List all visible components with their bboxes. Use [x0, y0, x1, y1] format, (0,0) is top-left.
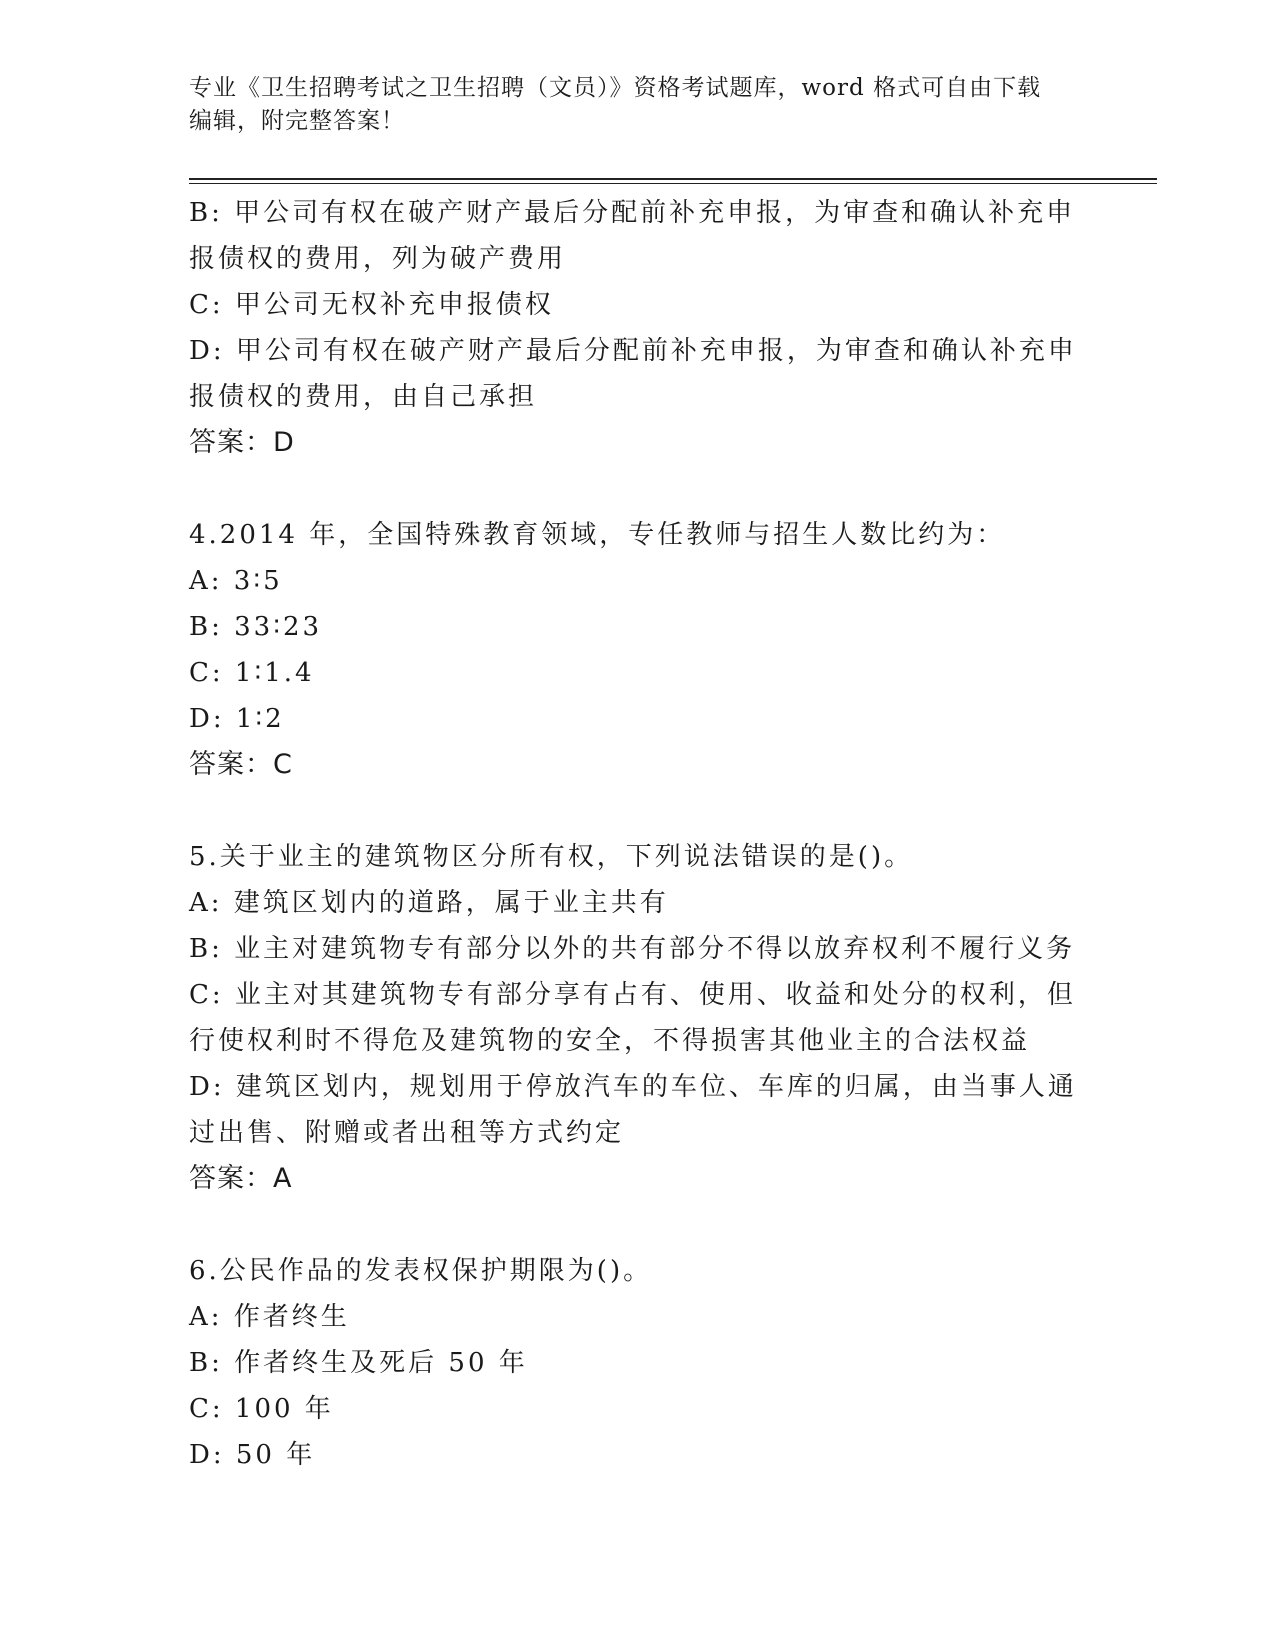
q5-option-d-line-1: D: 建筑区划内，规划用于停放汽车的车位、车库的归属，由当事人通 — [189, 1072, 1077, 1102]
q4-stem: 4.2014 年，全国特殊教育领域，专任教师与招生人数比约为： — [189, 520, 1006, 550]
q5-option-c-line-1: C: 业主对其建筑物专有部分享有占有、使用、收益和处分的权利，但 — [189, 980, 1076, 1010]
page-header — [189, 72, 1089, 138]
question-5 — [189, 834, 1079, 1202]
spacer — [189, 788, 1079, 834]
q3-option-b-line-1: B: 甲公司有权在破产财产最后分配前补充申报，为审查和确认补充申 — [189, 198, 1076, 228]
q6-option-d: D: 50 年 — [189, 1440, 316, 1470]
question-4 — [189, 512, 1079, 788]
q4-answer: 答案：C — [189, 749, 293, 780]
q4-option-b: B: 33∶23 — [189, 612, 323, 642]
q3-option-b-line-2: 报债权的费用，列为破产费用 — [189, 244, 567, 274]
q3-answer: 答案：D — [189, 427, 295, 458]
q6-stem: 6.公民作品的发表权保护期限为()。 — [189, 1256, 653, 1286]
q5-option-b: B: 业主对建筑物专有部分以外的共有部分不得以放弃权利不履行义务 — [189, 934, 1076, 964]
q3-option-d-line-2: 报债权的费用，由自己承担 — [189, 382, 538, 412]
question-3 — [189, 190, 1079, 466]
q5-stem: 5.关于业主的建筑物区分所有权，下列说法错误的是()。 — [189, 842, 914, 872]
header-title-line-1: 专业《卫生招聘考试之卫生招聘（文员）》资格考试题库，word 格式可自由下载 — [189, 75, 1042, 101]
question-6 — [189, 1248, 1079, 1478]
header-title-line-2: 编辑，附完整答案！ — [189, 108, 405, 134]
q3-option-d-line-1: D: 甲公司有权在破产财产最后分配前补充申报，为审查和确认补充申 — [189, 336, 1077, 366]
q5-option-d-line-2: 过出售、附赠或者出租等方式约定 — [189, 1118, 625, 1148]
q4-option-d: D: 1∶2 — [189, 704, 285, 734]
spacer — [189, 466, 1079, 512]
q4-option-c: C: 1∶1.4 — [189, 658, 315, 688]
q4-option-a: A: 3∶5 — [189, 566, 283, 596]
header-divider-thick — [189, 178, 1157, 180]
spacer — [189, 1202, 1079, 1248]
q5-option-a: A: 建筑区划内的道路，属于业主共有 — [189, 888, 669, 918]
q3-option-c: C: 甲公司无权补充申报债权 — [189, 290, 554, 320]
q6-option-c: C: 100 年 — [189, 1394, 334, 1424]
q5-answer: 答案：A — [189, 1163, 293, 1194]
q5-option-c-line-2: 行使权利时不得危及建筑物的安全，不得损害其他业主的合法权益 — [189, 1026, 1031, 1056]
header-divider-thin — [189, 183, 1157, 184]
q6-option-b: B: 作者终生及死后 50 年 — [189, 1348, 528, 1378]
q6-option-a: A: 作者终生 — [189, 1302, 350, 1332]
question-content — [189, 190, 1079, 1478]
